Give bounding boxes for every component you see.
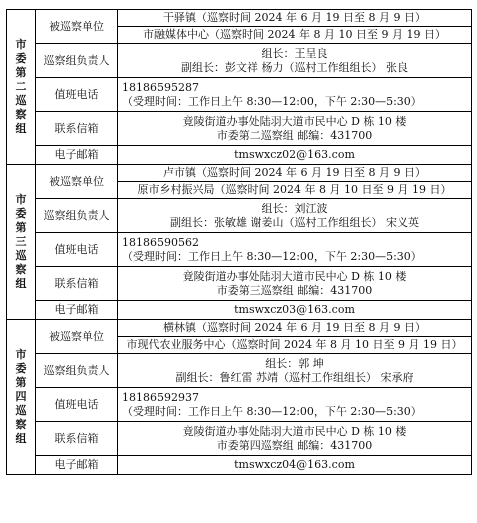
group-leader: 组长：刘江波: [261, 201, 328, 215]
leaders-value: [118, 44, 472, 78]
group-4-email-row: [7, 456, 472, 475]
duty-phone-value: [118, 78, 472, 112]
mailbox-recipient: 市委第三巡察组 邮编：431700: [216, 283, 373, 297]
group-leader: 组长：王呈良: [261, 46, 328, 60]
inspected-unit-value: 干驿镇（巡察时间 2024 年 6 月 19 日至 8 月 9 日）: [118, 10, 472, 27]
group-3-leaders-row: [7, 199, 472, 233]
leaders-label: 巡察组负责人: [36, 199, 118, 233]
mailbox-recipient: 市委第二巡察组 邮编：431700: [216, 128, 373, 142]
mailbox-recipient: 市委第四巡察组 邮编：431700: [216, 438, 373, 452]
group-4-leaders-row: [7, 354, 472, 388]
mailbox-value: [118, 422, 472, 456]
group-2-phone-row: [7, 78, 472, 112]
duty-phone-hours: （受理时间：工作日上午 8:30—12:00，下午 2:30—5:30）: [122, 404, 422, 418]
duty-phone-hours: （受理时间：工作日上午 8:30—12:00，下午 2:30—5:30）: [122, 249, 422, 263]
email-value[interactable]: tmswxcz02@163.com: [118, 146, 472, 165]
group-leader: 组长：郭 坤: [265, 356, 324, 370]
mailbox-label: 联系信箱: [36, 267, 118, 301]
email-label: 电子邮箱: [36, 146, 118, 165]
duty-phone-value: [118, 388, 472, 422]
mailbox-value: [118, 112, 472, 146]
group-4-phone-row: [7, 388, 472, 422]
email-label: 电子邮箱: [36, 301, 118, 320]
mailbox-label: 联系信箱: [36, 112, 118, 146]
group-4-unit-row-1: [7, 320, 472, 337]
inspected-unit-label: 被巡察单位: [36, 165, 118, 199]
inspected-unit-label: 被巡察单位: [36, 10, 118, 44]
leaders-label: 巡察组负责人: [36, 44, 118, 78]
group-2-mailbox-row: [7, 112, 472, 146]
inspected-unit-value: 横林镇（巡察时间 2024 年 6 月 19 日至 8 月 9 日）: [118, 320, 472, 337]
duty-phone-number: 18186595287: [122, 80, 199, 94]
duty-phone-label: 值班电话: [36, 78, 118, 112]
group-3-unit-row-1: [7, 165, 472, 182]
group-label-2: 市 委 第 二 巡 察 组: [7, 10, 36, 165]
inspected-unit-value: 市融媒体中心（巡察时间 2024 年 8 月 10 日至 9 月 19 日）: [118, 27, 472, 44]
duty-phone-label: 值班电话: [36, 388, 118, 422]
mailbox-address: 竟陵街道办事处陆羽大道市民中心 D 栋 10 楼: [182, 269, 407, 283]
inspected-unit-value: 市现代农业服务中心（巡察时间 2024 年 8 月 10 日至 9 月 19 日）: [118, 337, 472, 354]
mailbox-address: 竟陵街道办事处陆羽大道市民中心 D 栋 10 楼: [182, 424, 407, 438]
duty-phone-hours: （受理时间：工作日上午 8:30—12:00，下午 2:30—5:30）: [122, 94, 422, 108]
mailbox-address: 竟陵街道办事处陆羽大道市民中心 D 栋 10 楼: [182, 114, 407, 128]
inspected-unit-label: 被巡察单位: [36, 320, 118, 354]
duty-phone-number: 18186592937: [122, 390, 199, 404]
group-2-leaders-row: [7, 44, 472, 78]
duty-phone-number: 18186590562: [122, 235, 199, 249]
leaders-value: [118, 354, 472, 388]
group-2-email-row: [7, 146, 472, 165]
duty-phone-value: [118, 233, 472, 267]
group-3-mailbox-row: [7, 267, 472, 301]
mailbox-value: [118, 267, 472, 301]
inspected-unit-value: 原市乡村振兴局（巡察时间 2024 年 8 月 10 日至 9 月 19 日）: [118, 182, 472, 199]
group-label-4: 市 委 第 四 巡 察 组: [7, 320, 36, 475]
group-3-email-row: [7, 301, 472, 320]
leaders-label: 巡察组负责人: [36, 354, 118, 388]
deputy-leaders: 副组长：鲁红雷 苏靖（巡村工作组组长） 宋承府: [175, 370, 414, 384]
group-2-unit-row-1: [7, 10, 472, 27]
duty-phone-label: 值班电话: [36, 233, 118, 267]
group-label-3: 市 委 第 三 巡 察 组: [7, 165, 36, 320]
group-4-mailbox-row: [7, 422, 472, 456]
inspected-unit-value: 卢市镇（巡察时间 2024 年 6 月 19 日至 8 月 9 日）: [118, 165, 472, 182]
email-value[interactable]: tmswxcz03@163.com: [118, 301, 472, 320]
email-label: 电子邮箱: [36, 456, 118, 475]
deputy-leaders: 副组长：张敏雄 谢姜山（巡村工作组组长） 宋义英: [170, 215, 419, 229]
mailbox-label: 联系信箱: [36, 422, 118, 456]
deputy-leaders: 副组长：彭文祥 杨力（巡村工作组组长） 张良: [181, 60, 408, 74]
inspection-groups-table: [6, 9, 472, 475]
leaders-value: [118, 199, 472, 233]
group-3-phone-row: [7, 233, 472, 267]
email-value[interactable]: tmswxcz04@163.com: [118, 456, 472, 475]
